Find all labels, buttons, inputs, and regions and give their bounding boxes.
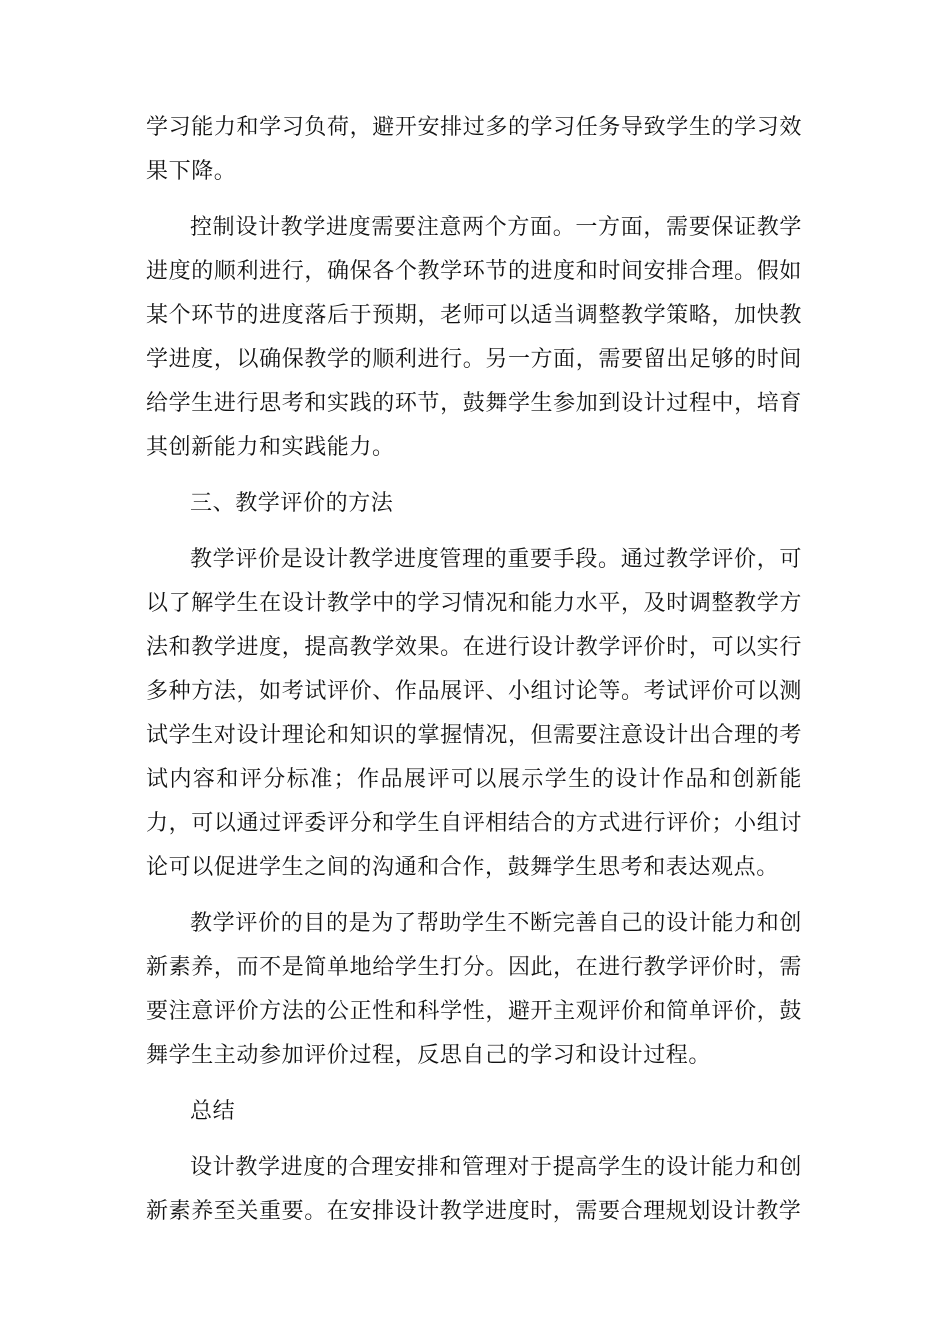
paragraph-evaluation-purpose: 教学评价的目的是为了帮助学生不断完善自己的设计能力和创新素养，而不是简单地给学生打分。因此，在进行教学评价时，需要注意评价方法的公正性和科学性，避开主观评价和简单评价，鼓舞学生主动参加评价过程，反思自己的学习和设计过程。 (146, 911, 802, 1068)
paragraph-progress-control: 控制设计教学进度需要注意两个方面。一方面，需要保证教学进度的顺利进行，确保各个教学环节的进度和时间安排合理。假如某个环节的进度落后于预期，老师可以适当调整教学策略，加快教学进度，以确保教学的顺利进行。另一方面，需要留出足够的时间给学生进行思考和实践的环节，鼓舞学生参加到设计过程中，培育其创新能力和实践能力。 (146, 215, 802, 460)
paragraph-evaluation-methods: 教学评价是设计教学进度管理的重要手段。通过教学评价，可以了解学生在设计教学中的学习情况和能力水平，及时调整教学方法和教学进度，提高教学效果。在进行设计教学评价时，可以实行多种方法，如考试评价、作品展评、小组讨论等。考试评价可以测试学生对设计理论和知识的掌握情况，但需要注意设计出合理的考试内容和评分标准；作品展评可以展示学生的设计作品和创新能力，可以通过评委评分和学生自评相结合的方式进行评价；小组讨论可以促进学生之间的沟通和合作，鼓舞学生思考和表达观点。 (146, 547, 802, 880)
paragraph-continuation: 学习能力和学习负荷，避开安排过多的学习任务导致学生的学习效果下降。 (146, 115, 802, 184)
section-heading-summary: 总结 (190, 1099, 236, 1124)
document-body (146, 106, 802, 1246)
section-heading-evaluation-methods: 三、教学评价的方法 (190, 491, 394, 516)
paragraph-summary: 设计教学进度的合理安排和管理对于提高学生的设计能力和创新素养至关重要。在安排设计教学进度时，需要合理规划设计教学 (146, 1155, 802, 1224)
